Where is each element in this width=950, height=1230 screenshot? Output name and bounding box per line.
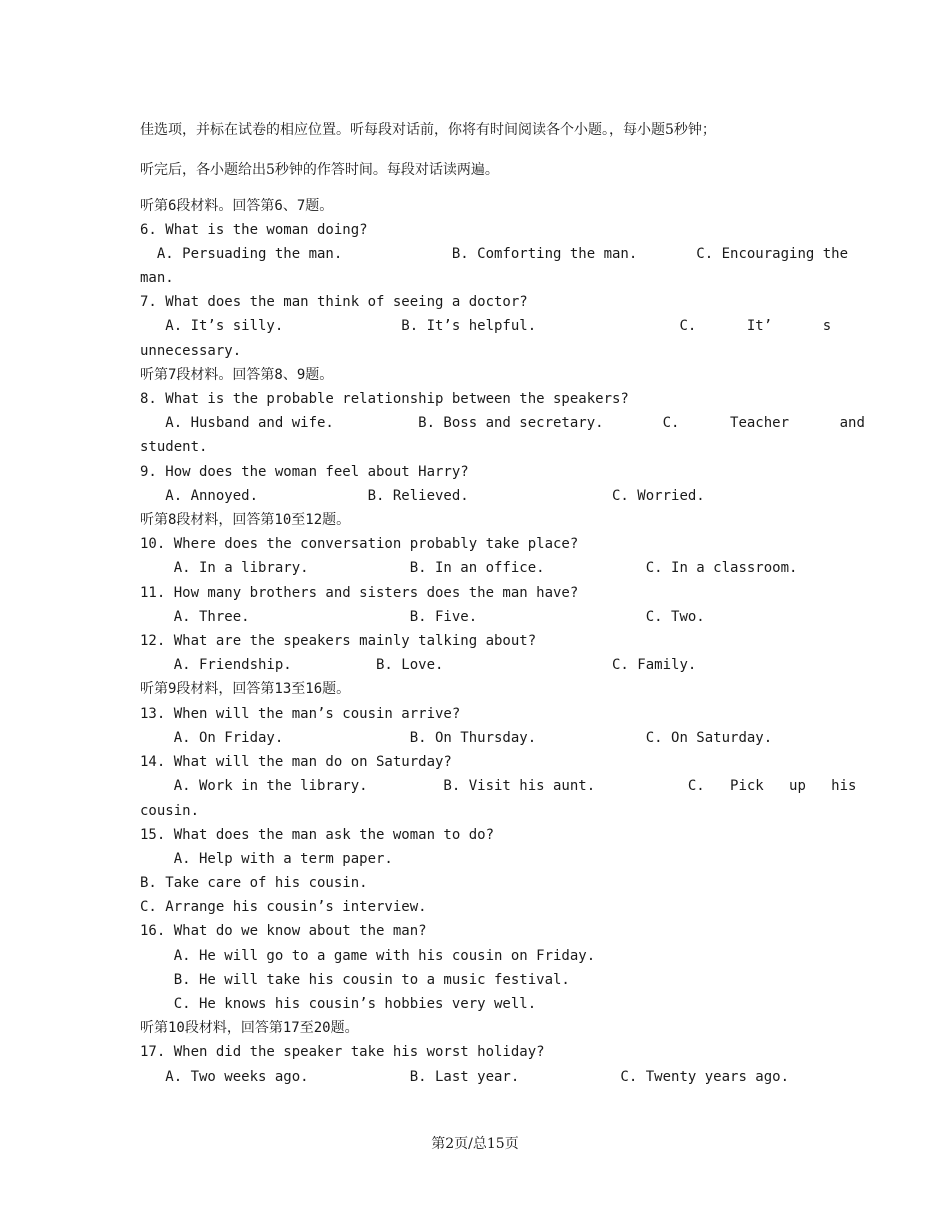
question-6-options-wrap: man. [140,270,174,286]
question-13-options: A. On Friday. B. On Thursday. C. On Saturday. [140,730,773,746]
question-15-option-c: C. Arrange his cousin’s interview. [140,899,427,915]
question-7: 7. What does the man think of seeing a doctor? [140,294,528,310]
question-13: 13. When will the man’s cousin arrive? [140,706,461,722]
question-10: 10. Where does the conversation probably take place? [140,536,579,552]
question-15-option-a: A. Help with a term paper. [140,851,393,867]
question-17-options: A. Two weeks ago. B. Last year. C. Twenty years ago. [140,1069,790,1085]
question-9-options: A. Annoyed. B. Relieved. C. Worried. [140,488,705,504]
section-heading-6: 听第6段材料。回答第6、7题。 [140,198,334,214]
question-14-options-wrap: cousin. [140,803,200,819]
question-14: 14. What will the man do on Saturday? [140,754,452,770]
question-15-option-b: B. Take care of his cousin. [140,875,368,891]
section-heading-10: 听第10段材料，回答第17至20题。 [140,1020,359,1036]
question-11: 11. How many brothers and sisters does the man have? [140,585,579,601]
question-16-option-b: B. He will take his cousin to a music festival. [140,972,570,988]
question-8-options-wrap: student. [140,439,208,455]
question-7-options: A. It’s silly. B. It’s helpful. C. It’ s [140,318,832,334]
question-16-option-a: A. He will go to a game with his cousin on Friday. [140,948,596,964]
question-7-options-wrap: unnecessary. [140,343,242,359]
question-14-options: A. Work in the library. B. Visit his aunt. C. Pick up his [140,778,857,794]
question-16: 16. What do we know about the man? [140,923,427,939]
instruction-text-line-2: 听完后，各小题给出5秒钟的作答时间。每段对话读两遍。 [140,162,499,178]
section-heading-8: 听第8段材料，回答第10至12题。 [140,512,351,528]
question-11-options: A. Three. B. Five. C. Two. [140,609,705,625]
question-17: 17. When did the speaker take his worst holiday? [140,1044,545,1060]
question-9: 9. How does the woman feel about Harry? [140,464,469,480]
question-6: 6. What is the woman doing? [140,222,368,238]
question-12: 12. What are the speakers mainly talking about? [140,633,537,649]
question-12-options: A. Friendship. B. Love. C. Family. [140,657,697,673]
question-16-option-c: C. He knows his cousin’s hobbies very well. [140,996,537,1012]
question-6-options: A. Persuading the man. B. Comforting the man. C. Encouraging the [140,246,849,262]
question-15: 15. What does the man ask the woman to do? [140,827,495,843]
section-heading-9: 听第9段材料，回答第13至16题。 [140,681,351,697]
question-10-options: A. In a library. B. In an office. C. In a classroom. [140,560,798,576]
page-footer: 第2页/总15页 [431,1136,519,1152]
question-8-options: A. Husband and wife. B. Boss and secretary. C. Teacher and [140,415,865,431]
section-heading-7: 听第7段材料。回答第8、9题。 [140,367,334,383]
instruction-text-line-1: 佳选项，并标在试卷的相应位置。听每段对话前，你将有时间阅读各个小题。，每小题5秒钟； [140,122,716,138]
question-8: 8. What is the probable relationship between the speakers? [140,391,629,407]
